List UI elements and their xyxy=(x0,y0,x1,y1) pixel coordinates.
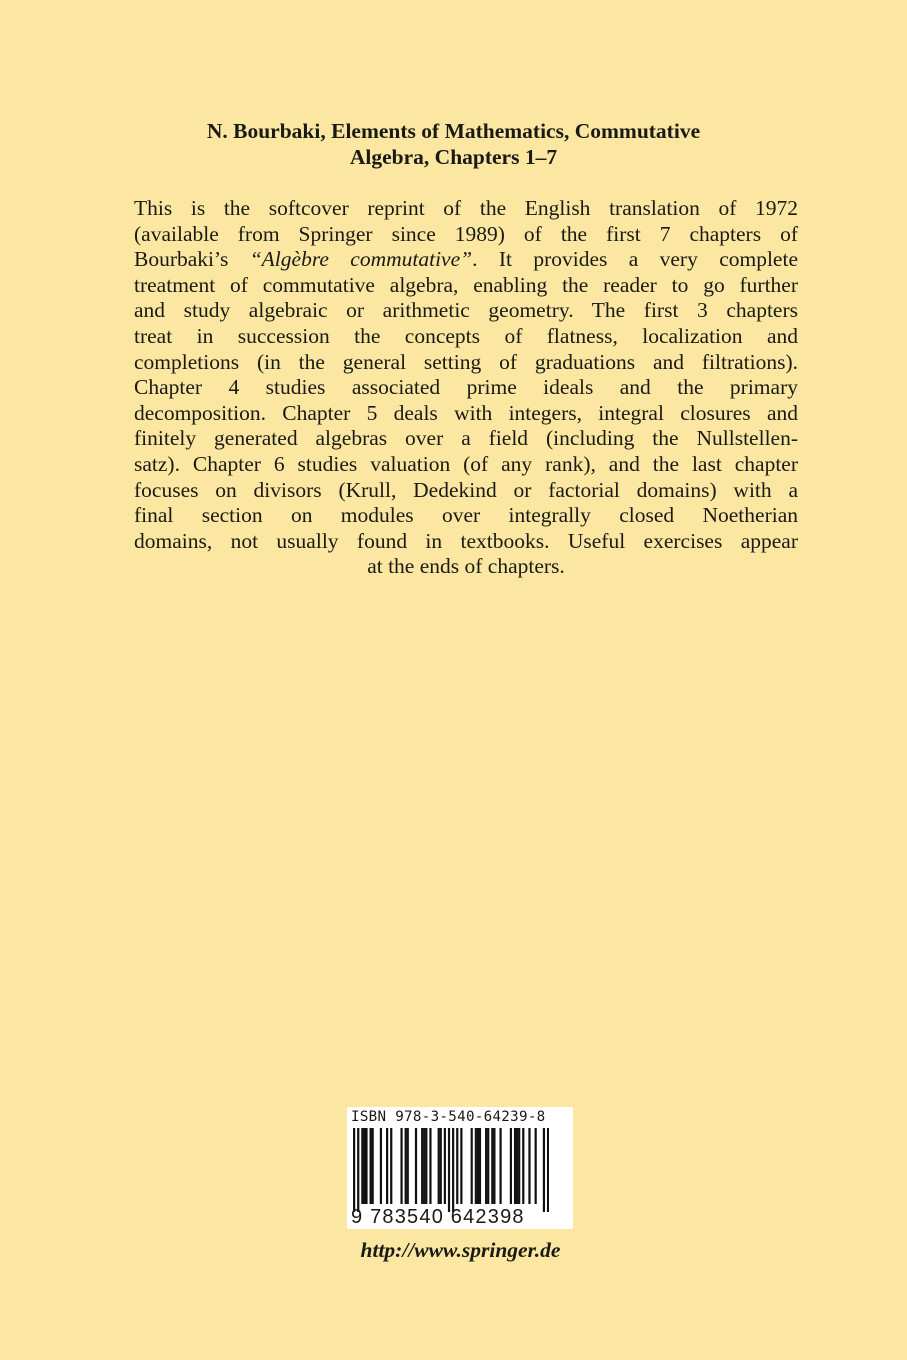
barcode-bar xyxy=(421,1128,423,1204)
original-title-italic: “Algèbre commutative” xyxy=(249,247,473,272)
barcode-bar xyxy=(444,1128,446,1204)
barcode-bar xyxy=(448,1128,450,1212)
barcode-bar xyxy=(423,1128,425,1204)
barcode-bar xyxy=(425,1128,427,1204)
barcode-bar xyxy=(485,1128,487,1204)
barcode-bar xyxy=(510,1128,512,1204)
isbn-label: ISBN 978-3-540-64239-8 xyxy=(351,1109,546,1125)
barcode-bars xyxy=(353,1128,549,1212)
barcode-bar xyxy=(475,1128,477,1204)
barcode-bar xyxy=(452,1128,454,1212)
barcode-bar xyxy=(363,1128,365,1204)
barcode-bar xyxy=(487,1128,489,1204)
barcode-bar xyxy=(365,1128,367,1204)
book-description xyxy=(134,196,798,580)
barcode-bar xyxy=(499,1128,501,1204)
description-line: completions (in the general setting of graduations and filtrations). xyxy=(134,349,798,374)
barcode-bar xyxy=(471,1128,473,1204)
barcode-bar xyxy=(543,1128,545,1212)
barcode-bar xyxy=(477,1128,479,1204)
barcode-bar xyxy=(380,1128,382,1204)
barcode-bar xyxy=(491,1128,493,1204)
description-line: This is the softcover reprint of the English translation of 1972 xyxy=(134,196,798,220)
description-line: and study algebraic or arithmetic geometry. The first 3 chapters xyxy=(134,298,798,323)
barcode-bar xyxy=(357,1128,359,1212)
barcode-bar xyxy=(415,1128,417,1204)
barcode-bar xyxy=(528,1128,530,1204)
barcode-bar xyxy=(493,1128,495,1204)
barcode-digits: 9 783540 642398 xyxy=(351,1206,525,1228)
book-title xyxy=(100,118,807,170)
title-line-2: Algebra, Chapters 1–7 xyxy=(349,145,558,169)
description-line: treatment of commutative algebra, enabling the reader to go further xyxy=(134,272,798,297)
description-fragment: . It provides a very complete xyxy=(472,247,798,272)
description-line: treat in succession the concepts of flatness, localization and xyxy=(134,323,798,348)
barcode-bar xyxy=(456,1128,458,1204)
barcode-bar xyxy=(429,1128,431,1204)
barcode-bar xyxy=(390,1128,392,1204)
isbn-barcode xyxy=(347,1107,573,1229)
barcode-bar xyxy=(440,1128,442,1204)
description-line: Chapter 4 studies associated prime ideals and the primary xyxy=(134,375,798,400)
barcode-bar xyxy=(535,1128,537,1204)
publisher-url[interactable]: http://www.springer.de xyxy=(360,1238,561,1262)
description-line: final section on modules over integrally closed Noetherian xyxy=(134,503,798,528)
barcode-bar xyxy=(400,1128,402,1204)
barcode-bar xyxy=(372,1128,374,1204)
barcode-bar xyxy=(438,1128,440,1204)
description-fragment: Bourbaki’s xyxy=(134,247,250,272)
barcode-bar xyxy=(518,1128,520,1204)
description-line: decomposition. Chapter 5 deals with integers, integral closures and xyxy=(134,400,798,425)
description-line xyxy=(134,247,798,273)
barcode-bar xyxy=(370,1128,372,1204)
barcode-bar xyxy=(460,1128,462,1204)
barcode-bar xyxy=(522,1128,524,1204)
description-line: (available from Springer since 1989) of the first 7 chapters of xyxy=(134,221,798,246)
description-line: finitely generated algebras over a field (including the Nullstellen- xyxy=(134,426,798,451)
barcode-bar xyxy=(479,1128,481,1204)
barcode-bar xyxy=(361,1128,363,1204)
description-line: at the ends of chapters. xyxy=(367,554,565,579)
description-line: domains, not usually found in textbooks. Useful exercises appear xyxy=(134,528,798,553)
barcode-bar xyxy=(407,1128,409,1204)
title-line-1: N. Bourbaki, Elements of Mathematics, Commutative xyxy=(206,119,701,143)
description-line: focuses on divisors (Krull, Dedekind or factorial domains) with a xyxy=(134,477,798,502)
description-line: satz). Chapter 6 studies valuation (of any rank), and the last chapter xyxy=(134,451,798,476)
barcode-bar xyxy=(386,1128,388,1204)
barcode-bar xyxy=(547,1128,549,1212)
barcode-bar xyxy=(353,1128,355,1212)
barcode-bar xyxy=(516,1128,518,1204)
barcode-bar xyxy=(405,1128,407,1204)
barcode-bar xyxy=(514,1128,516,1204)
